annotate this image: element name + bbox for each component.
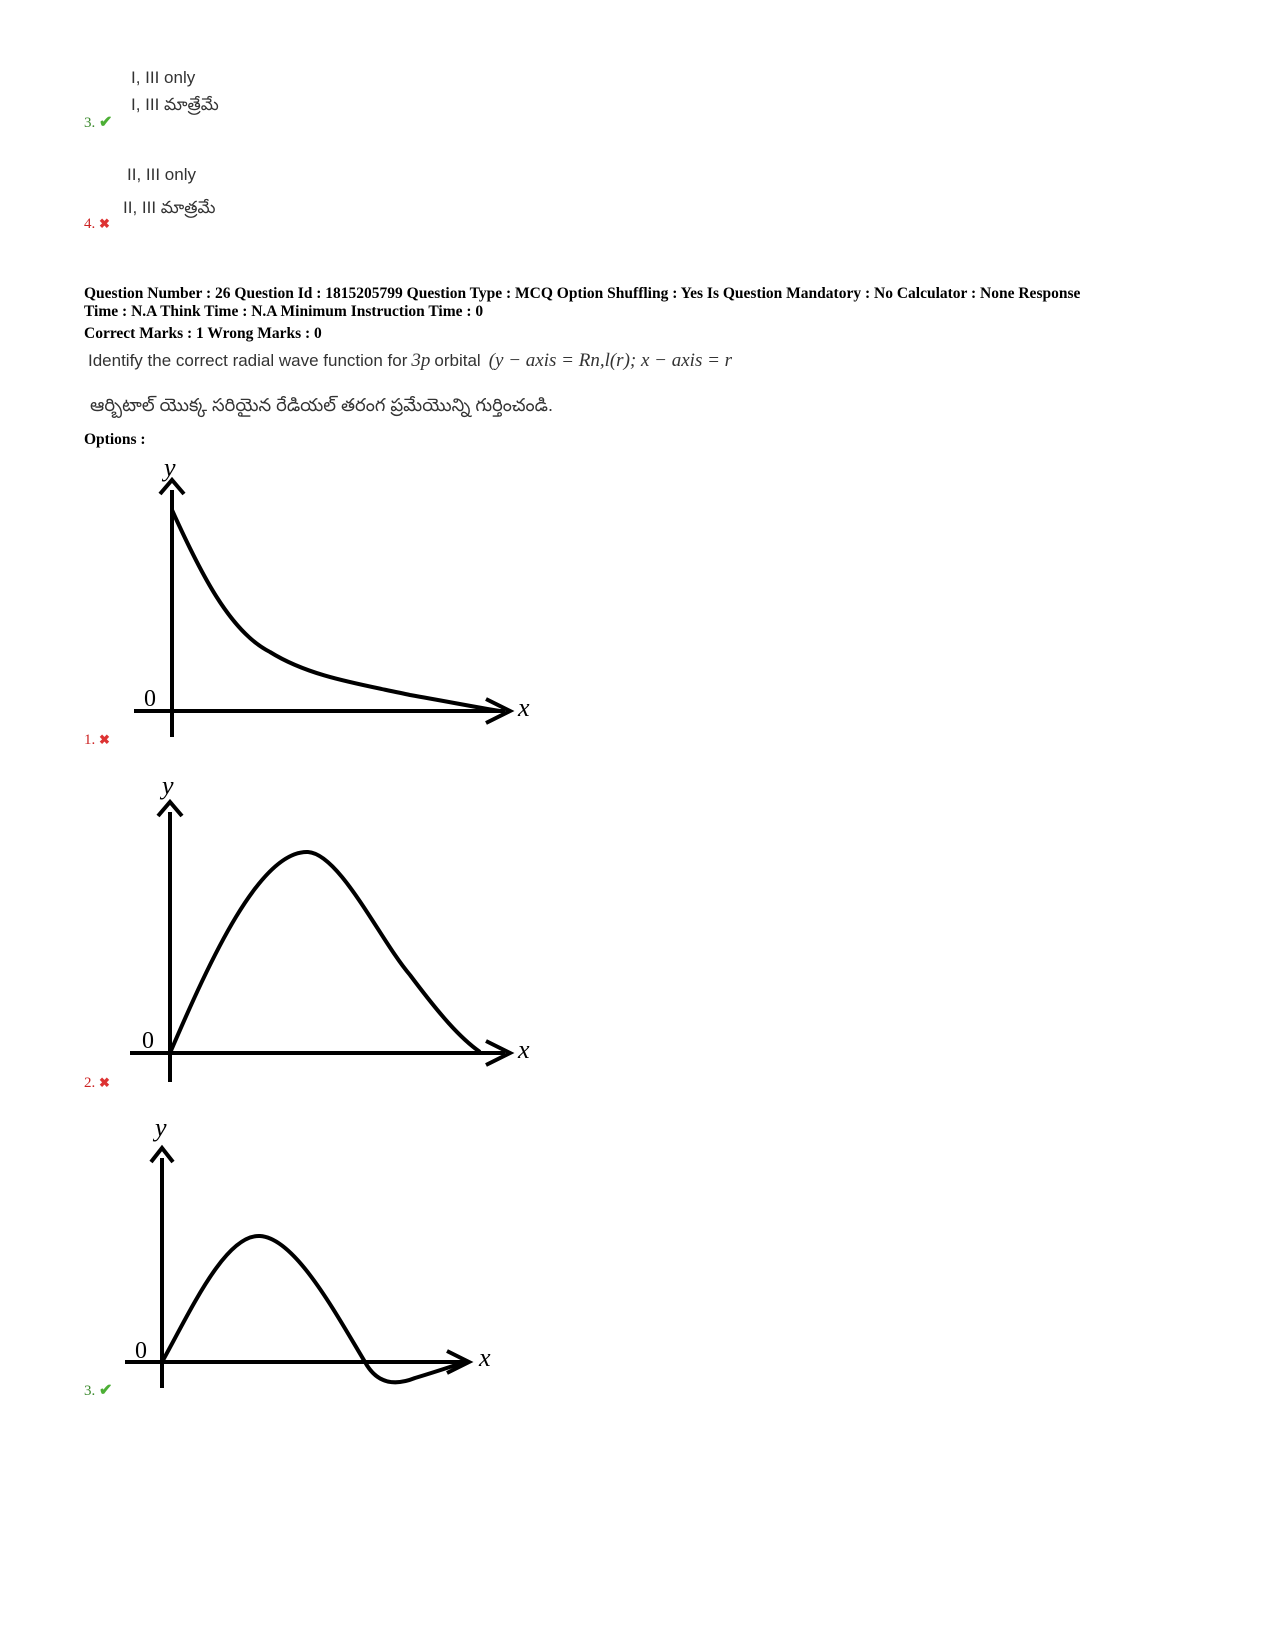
option-4-english: II, III only bbox=[127, 165, 196, 184]
question-text-prefix: Identify the correct radial wave function for bbox=[88, 351, 408, 370]
y-label: y bbox=[162, 771, 174, 800]
graph-option-2-number: 2. ✖ bbox=[84, 1075, 110, 1091]
x-label: x bbox=[479, 1343, 491, 1372]
formula: (y − axis = Rn,l(r); x − axis = r bbox=[488, 350, 733, 371]
option-3-english: I, III only bbox=[131, 68, 196, 87]
graph-option-3 bbox=[115, 1112, 515, 1392]
y-label: y bbox=[164, 453, 176, 482]
cross-icon: ✖ bbox=[99, 216, 110, 231]
y-label: y bbox=[155, 1113, 167, 1142]
question-text-english bbox=[88, 350, 732, 372]
option-3-number: 3. ✔ bbox=[84, 114, 113, 131]
x-label: x bbox=[518, 693, 530, 722]
question-meta-line1: Question Number : 26 Question Id : 1815205799 Question Type : MCQ Option Shuffling : Yes Is Question Mandatory : No Calculator : None Response bbox=[84, 285, 1081, 302]
option-4-telugu: II, III మాత్రమే bbox=[123, 198, 216, 217]
graph-option-2 bbox=[120, 770, 550, 1085]
option-3-telugu: I, III మాత్రేమే bbox=[131, 95, 219, 114]
orbital-label: 3p bbox=[411, 350, 431, 371]
cross-icon: ✖ bbox=[99, 1075, 110, 1090]
options-label: Options : bbox=[84, 431, 146, 448]
cross-icon: ✖ bbox=[99, 732, 110, 747]
question-text-telugu: ఆర్బిటాల్ యొక్క సరియైన రేడియల్ తరంగ ప్రమేయొన్ని గుర్తించండి. bbox=[90, 395, 553, 415]
check-icon: ✔ bbox=[99, 1382, 113, 1399]
graph-option-3-number: 3. ✔ bbox=[84, 1382, 113, 1399]
origin-label: 0 bbox=[135, 1338, 147, 1364]
marks-line: Correct Marks : 1 Wrong Marks : 0 bbox=[84, 325, 322, 342]
wave-curve bbox=[170, 852, 480, 1053]
graph-option-1 bbox=[120, 452, 550, 742]
origin-label: 0 bbox=[144, 686, 156, 712]
question-text-mid: orbital bbox=[434, 351, 481, 370]
question-meta-line2: Time : N.A Think Time : N.A Minimum Instruction Time : 0 bbox=[84, 303, 484, 320]
x-label: x bbox=[518, 1035, 530, 1064]
wave-curve bbox=[172, 510, 500, 711]
origin-label: 0 bbox=[142, 1028, 154, 1054]
option-4-number: 4. ✖ bbox=[84, 216, 110, 232]
check-icon: ✔ bbox=[99, 114, 113, 131]
graph-option-1-number: 1. ✖ bbox=[84, 732, 110, 748]
